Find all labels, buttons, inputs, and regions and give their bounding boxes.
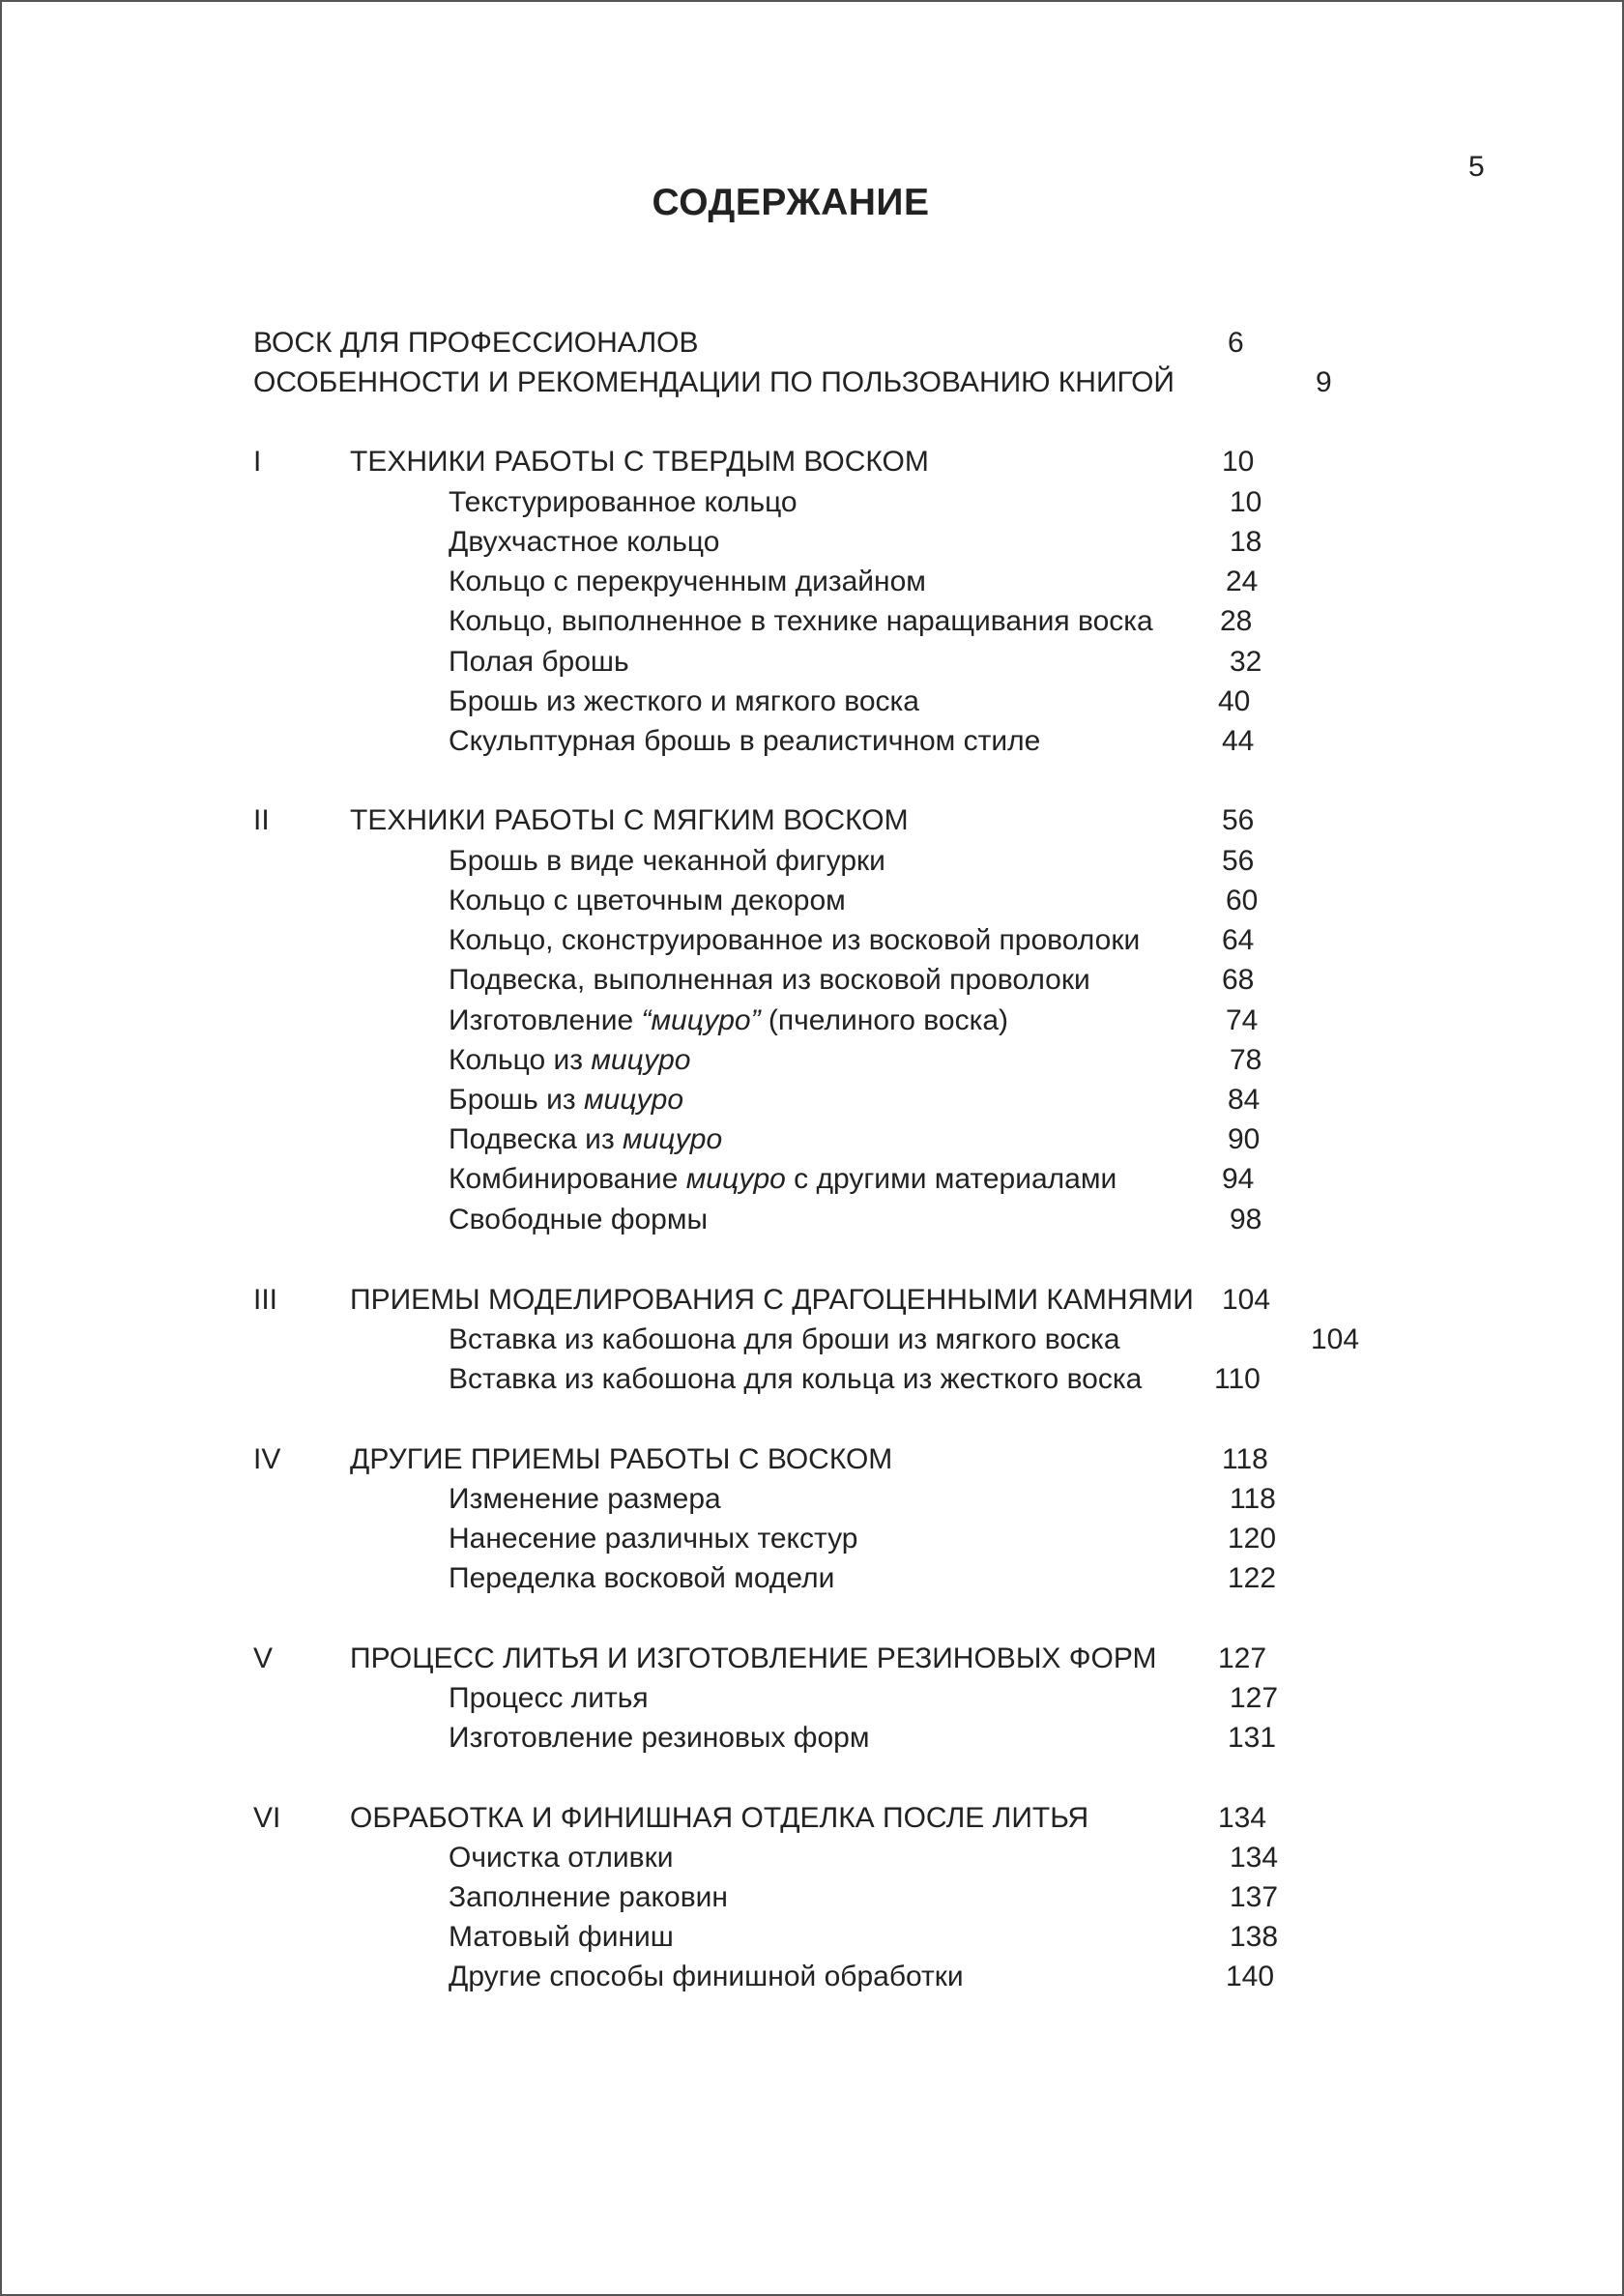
- entry-page: 9: [1316, 366, 1332, 398]
- entry-title-part: Подвеска из: [449, 1123, 624, 1155]
- entry-title-italic: мицуро: [591, 1044, 691, 1076]
- entry-page: 74: [1226, 1004, 1259, 1036]
- entry-title: Брошь в виде чеканной фигурки: [449, 845, 885, 877]
- entry-page: 104: [1311, 1323, 1360, 1355]
- entry-title: [449, 1163, 1116, 1196]
- entry-title: Нанесение различных текстур: [449, 1523, 858, 1555]
- chapter-numeral: II: [253, 804, 270, 836]
- entry-page: 84: [1228, 1084, 1261, 1116]
- chapter-title: ОБРАБОТКА И ФИНИШНАЯ ОТДЕЛКА ПОСЛЕ ЛИТЬЯ: [350, 1802, 1089, 1834]
- entry-page: 10: [1230, 486, 1262, 518]
- entry-title: Процесс литья: [449, 1682, 649, 1714]
- entry-title: Очистка отливки: [449, 1842, 674, 1874]
- chapter-page: 118: [1222, 1443, 1268, 1475]
- entry-title-italic: мицуро: [685, 1163, 786, 1195]
- chapter-numeral: VI: [253, 1802, 281, 1834]
- entry-title: Вставка из кабошона для кольца из жесткого воска: [449, 1363, 1143, 1395]
- entry-title: Изменение размера: [449, 1483, 721, 1515]
- entry-page: 32: [1230, 646, 1262, 678]
- entry-title: Вставка из кабошона для броши из мягкого воска: [449, 1323, 1120, 1355]
- entry-page: 78: [1230, 1044, 1262, 1076]
- entry-title-italic: мицуро: [623, 1123, 723, 1155]
- entry-title: Изготовление резиновых форм: [449, 1722, 870, 1754]
- chapter-page: 10: [1222, 446, 1255, 478]
- entry-page: 6: [1228, 327, 1244, 359]
- entry-title-part: Брошь из: [449, 1084, 584, 1116]
- chapter-title: ПРОЦЕСС ЛИТЬЯ И ИЗГОТОВЛЕНИЕ РЕЗИНОВЫХ ФОРМ: [350, 1642, 1157, 1674]
- entry-title: Текстурированное кольцо: [449, 486, 798, 518]
- entry-title: Кольцо с цветочным декором: [449, 885, 846, 916]
- chapter-title: ПРИЕМЫ МОДЕЛИРОВАНИЯ С ДРАГОЦЕННЫМИ КАМНЯМИ: [350, 1284, 1194, 1316]
- entry-page: 68: [1222, 964, 1255, 996]
- entry-page: 44: [1222, 725, 1255, 757]
- chapter-page: 104: [1222, 1284, 1271, 1316]
- chapter-page: 134: [1218, 1802, 1267, 1834]
- entry-page: 134: [1230, 1842, 1279, 1874]
- entry-title: Свободные формы: [449, 1204, 709, 1235]
- entry-page: 140: [1226, 1961, 1275, 1992]
- chapter-numeral: V: [253, 1642, 274, 1674]
- entry-title-part: Изготовление: [449, 1004, 642, 1036]
- page-title: СОДЕРЖАНИЕ: [652, 182, 930, 223]
- entry-title: ВОСК ДЛЯ ПРОФЕССИОНАЛОВ: [253, 327, 699, 359]
- entry-page: 120: [1228, 1523, 1277, 1555]
- entry-title: Заполнение раковин: [449, 1881, 728, 1913]
- entry-page: 90: [1228, 1123, 1261, 1155]
- entry-title-part: Комбинирование: [449, 1163, 686, 1195]
- entry-page: 28: [1220, 605, 1253, 637]
- chapter-numeral: IV: [253, 1443, 281, 1475]
- entry-page: 60: [1226, 885, 1259, 916]
- entry-title: Кольцо с перекрученным дизайном: [449, 566, 926, 597]
- entry-page: 122: [1228, 1562, 1277, 1594]
- entry-title: Подвеска, выполненная из восковой проволоки: [449, 964, 1090, 996]
- chapter-page: 56: [1222, 804, 1255, 836]
- chapter-page: 127: [1218, 1642, 1267, 1674]
- entry-title: Полая брошь: [449, 646, 629, 678]
- entry-page: 131: [1228, 1722, 1277, 1754]
- entry-title-part: с другими материалами: [785, 1163, 1117, 1195]
- entry-title: [449, 1044, 690, 1077]
- entry-title: Кольцо, сконструированное из восковой проволоки: [449, 924, 1141, 956]
- entry-page: 40: [1218, 685, 1251, 717]
- entry-title: Двухчастное кольцо: [449, 526, 720, 558]
- entry-title: [449, 1004, 1008, 1037]
- entry-title: Другие способы финишной обработки: [449, 1961, 964, 1992]
- entry-title: Кольцо, выполненное в технике наращивания воска: [449, 605, 1153, 637]
- entry-title: Матовый финиш: [449, 1921, 674, 1953]
- chapter-title: ТЕХНИКИ РАБОТЫ С МЯГКИМ ВОСКОМ: [350, 804, 909, 836]
- entry-title: [449, 1084, 683, 1117]
- entry-title: Брошь из жесткого и мягкого воска: [449, 685, 919, 717]
- chapter-numeral: III: [253, 1284, 278, 1316]
- entry-title-italic: “мицуро”: [641, 1004, 761, 1036]
- entry-page: 94: [1222, 1163, 1255, 1195]
- entry-title: Переделка восковой модели: [449, 1562, 835, 1594]
- entry-page: 24: [1226, 566, 1259, 597]
- entry-page: 110: [1214, 1363, 1261, 1395]
- entry-page: 64: [1222, 924, 1255, 956]
- entry-title-italic: мицуро: [583, 1084, 684, 1116]
- chapter-title: ТЕХНИКИ РАБОТЫ С ТВЕРДЫМ ВОСКОМ: [350, 446, 929, 478]
- chapter-numeral: I: [253, 446, 262, 478]
- entry-page: 138: [1230, 1921, 1279, 1953]
- entry-page: 56: [1222, 845, 1255, 877]
- entry-title-part: Кольцо из: [449, 1044, 592, 1076]
- chapter-title: ДРУГИЕ ПРИЕМЫ РАБОТЫ С ВОСКОМ: [350, 1443, 893, 1475]
- entry-title-part: (пчелиного воска): [760, 1004, 1009, 1036]
- entry-page: 18: [1230, 526, 1262, 558]
- entry-page: 118: [1230, 1483, 1276, 1515]
- entry-page: 137: [1230, 1881, 1279, 1913]
- entry-title: [449, 1123, 722, 1156]
- entry-page: 98: [1230, 1204, 1262, 1235]
- entry-title: ОСОБЕННОСТИ И РЕКОМЕНДАЦИИ ПО ПОЛЬЗОВАНИЮ КНИГОЙ: [253, 366, 1174, 398]
- page-number: 5: [1468, 151, 1485, 183]
- entry-title: Скульптурная брошь в реалистичном стиле: [449, 725, 1041, 757]
- entry-page: 127: [1230, 1682, 1279, 1714]
